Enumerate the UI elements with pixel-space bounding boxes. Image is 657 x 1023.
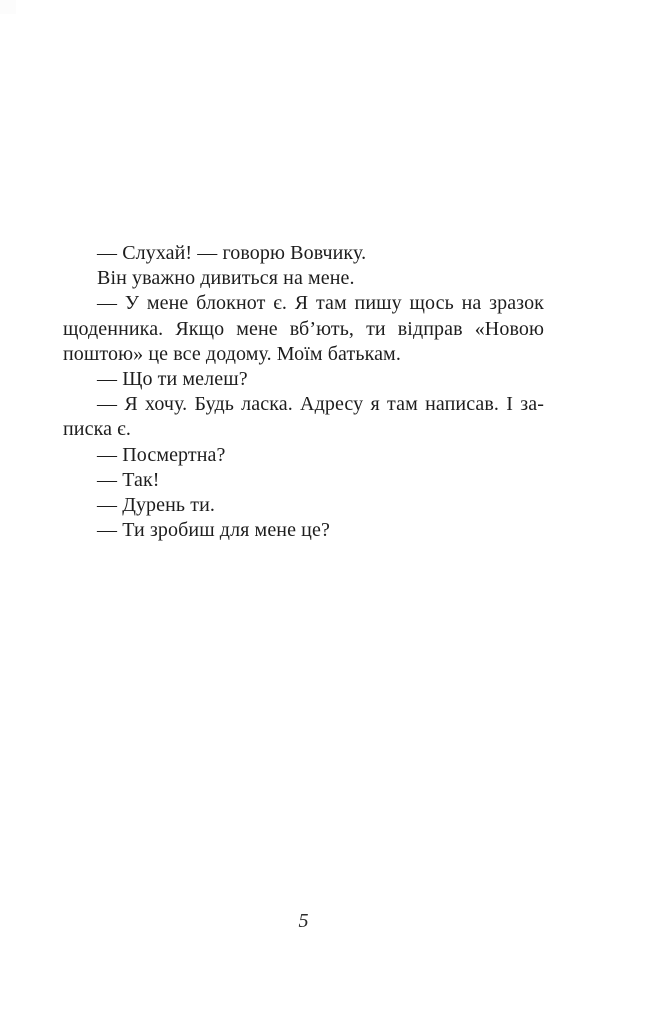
scan-artifact [0, 0, 16, 14]
page-number: 5 [298, 910, 309, 932]
text-line: Він уважно дивиться на мене. [97, 267, 355, 290]
text-line: писка є. [63, 418, 131, 441]
text-line: поштою» це все додому. Моїм батькам. [63, 342, 401, 365]
text-line: — Так! [97, 468, 160, 491]
text-line: — У мене блокнот є. Я там пишу щось на зразок [97, 292, 544, 315]
text-line: щоденника. Якщо мене вб’ють, ти відправ «Новою [63, 317, 544, 340]
text-line: — Що ти мелеш? [97, 368, 248, 391]
text-line: — Посмертна? [97, 443, 226, 466]
text-line: — Я хочу. Будь ласка. Адресу я там написав. І за- [97, 393, 544, 416]
text-line: — Ти зробиш для мене це? [97, 519, 330, 542]
text-line: — Дурень ти. [97, 494, 215, 517]
text-line: — Слухай! — говорю Вовчику. [97, 242, 367, 264]
body-text [63, 241, 544, 543]
